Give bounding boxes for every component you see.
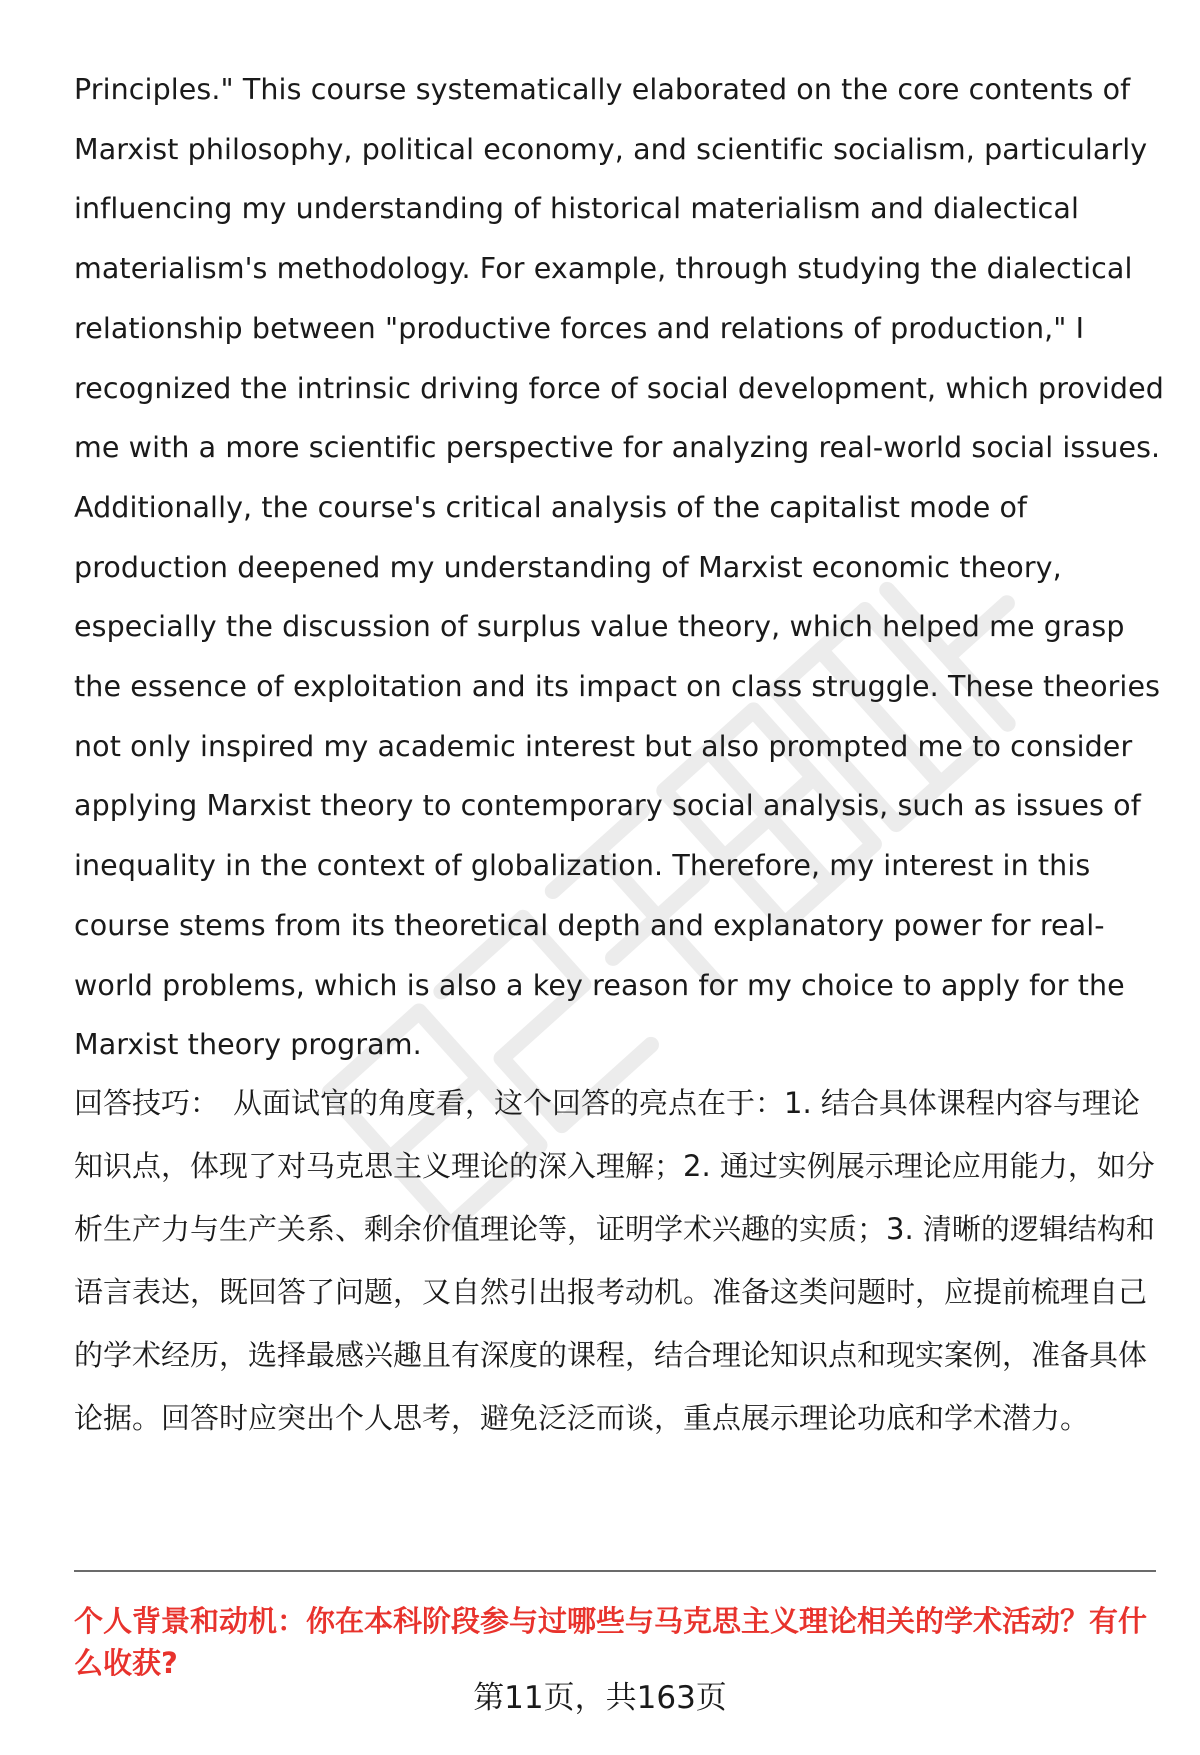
next-question-heading: 个人背景和动机：你在本科阶段参与过哪些与马克思主义理论相关的学术活动？有什么收获? bbox=[74, 1604, 1148, 1680]
page-number: 第11页，共163页 bbox=[473, 1680, 727, 1716]
section-divider bbox=[74, 1570, 1156, 1572]
tips-body: 从面试官的角度看，这个回答的亮点在于：1. 结合具体课程内容与理论知识点，体现了对马克思主义理论的深入理解；2. 通过实例展示理论应用能力，如分析生产力与生产关系、剩余价值理论等，证明学术兴趣的实质；3. 清晰的逻辑结构和语言表达，既回答了问题，又自然引出报考动机。准备这类问题时，应提前梳理自己的学术经历，选择最感兴趣且有深度的课程，结合理论知识点和现实案例，准备具体论据。回答时应突出个人思考，避免泛泛而谈，重点展示理论功底和学术潜力。 bbox=[74, 1086, 1155, 1435]
answer-paragraph: Principles." This course systematically elaborated on the core contents of Marxist philosophy, political economy, and scientific socialism, particularly influencing my understanding of historical materialism and dialectical materialism's methodology. For example, through studying the dialectical relationship between "productive forces and relations of production," I recognized the intrinsic driving force of social development, which provided me with a more scientific perspective for analyzing real-world social issues. Additionally, the course's critical analysis of the capitalist mode of production deepened my understanding of Marxist economic theory, especially the discussion of surplus value theory, which helped me grasp the essence of exploitation and its impact on class struggle. These theories not only inspired my academic interest but also prompted me to consider applying Marxist theory to contemporary social analysis, such as issues of inequality in the context of globalization. Therefore, my interest in this course stems from its theoretical depth and explanatory power for real-world problems, which is also a key reason for my choice to apply for the Marxist theory program. bbox=[74, 73, 1164, 1062]
answer-tips bbox=[74, 1072, 1159, 1450]
tips-label: 回答技巧： bbox=[74, 1086, 220, 1120]
